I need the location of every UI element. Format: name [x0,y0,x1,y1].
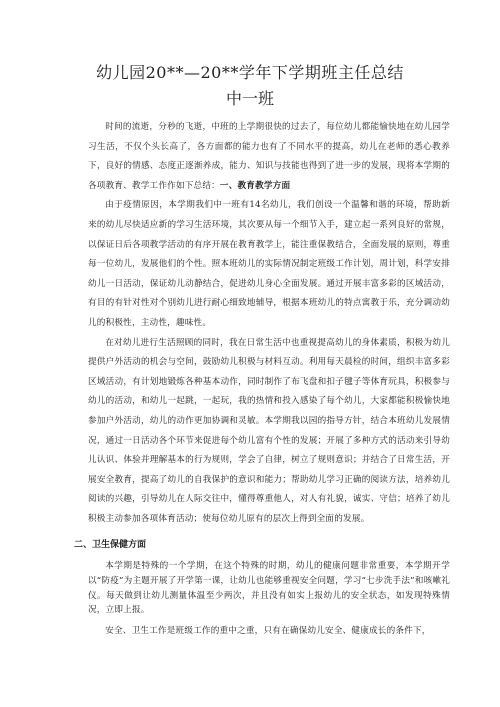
intro-paragraph [88,118,450,196]
section-2-heading: 二、卫生保健方面 [74,540,147,551]
paragraph-1: 由于疫情原因，本学期我们中一班有14名幼儿，我们创设一个温馨和谐的环境，帮助新来的幼儿尽快适应新的学习生活环境，其次要从每一个细节入手，建立起一系列良好的常规，以保证日后各项教学活动的有序开展在教育教学上，能注重保教结合，全面发展的原则，尊重每一位幼儿，发展他们的个性。照本班幼儿的实际情况制定班级工作计划，周计划，科学安排幼儿一日活动，保证幼儿动静结合，促进幼儿身心全面发展。通过开展丰富多彩的区域活动，有目的有针对性对个别幼儿进行耐心细致地辅导，根据本班幼儿的特点寓教于乐，充分调动幼儿的积极性，主动性，趣味性。 [88,200,450,328]
paragraph-4: 安全、卫生工作是班级工作的重中之重，只有在确保幼儿安全、健康成长的条件下， [105,625,431,636]
paragraph-3: 本学期是特殊的一个学期，在这个特殊的时期，幼儿的健康问题非常重要，本学期开学以“防疫”为主题开展了开学第一课，让幼儿也能够重视安全问题，学习“七步洗手法”和咳嗽礼仪。每天做到让幼儿测量体温至少两次，并且没有如实上报幼儿的安全状态，如发现特殊情况，立即上报。 [88,561,450,616]
paragraph-2: 在对幼儿进行生活照顾的同时，我在日常生活中也重视提高幼儿的身体素质，积极为幼儿提供户外活动的机会与空间，鼓励幼儿积极与材料互动。利用每天晨检的时间，组织丰富多彩区域活动，有计划地锻炼各种基本动作，同时制作了布飞盘和扣子毽子等体育玩具，积极参与幼儿的活动，和幼儿一起跳，一起玩，我的热情和投入感染了每个幼儿，大家都能积极愉快地参加户外活动，幼儿的动作更加协调和灵敏。本学期我以园的指导方针，结合本班幼儿发展情况，通过一日活动各个环节来促进每个幼儿富有个性的发展；开展了多种方式的活动来引导幼儿认识、体验并理解基本的行为规则，学会了自律，树立了规则意识；并结合了日常生活，开展安全教育，提高了幼儿的自我保护的意识和能力；帮助幼儿学习正确的阅读方法，培养幼儿阅读的兴趣，引导幼儿在人际交往中，懂得尊重他人，对人有礼貌，诚实、守信；培养了幼儿积极主动参加各项体育活动；使每位幼儿原有的层次上得到全面的发展。 [88,337,450,524]
section-1-heading: 一、教育教学方面 [219,180,291,191]
intro-text: 时间的流逝，分秒的飞逝，中班的上学期很快的过去了，每位幼儿都能愉快地在幼儿园学习生活，不仅个头长高了，各方面都的能力也有了不同水平的提高，幼儿在老师的悉心教养下，良好的情感、态度正逐渐养成，能力、知识与技能也得到了进一步的发展，现将本学期的各项教育、教学工作作如下总结： [88,122,450,191]
class-name-subtitle: 中一班 [225,89,274,108]
document-title: 幼儿园20**—20**学年下学期班主任总结 [96,63,404,82]
